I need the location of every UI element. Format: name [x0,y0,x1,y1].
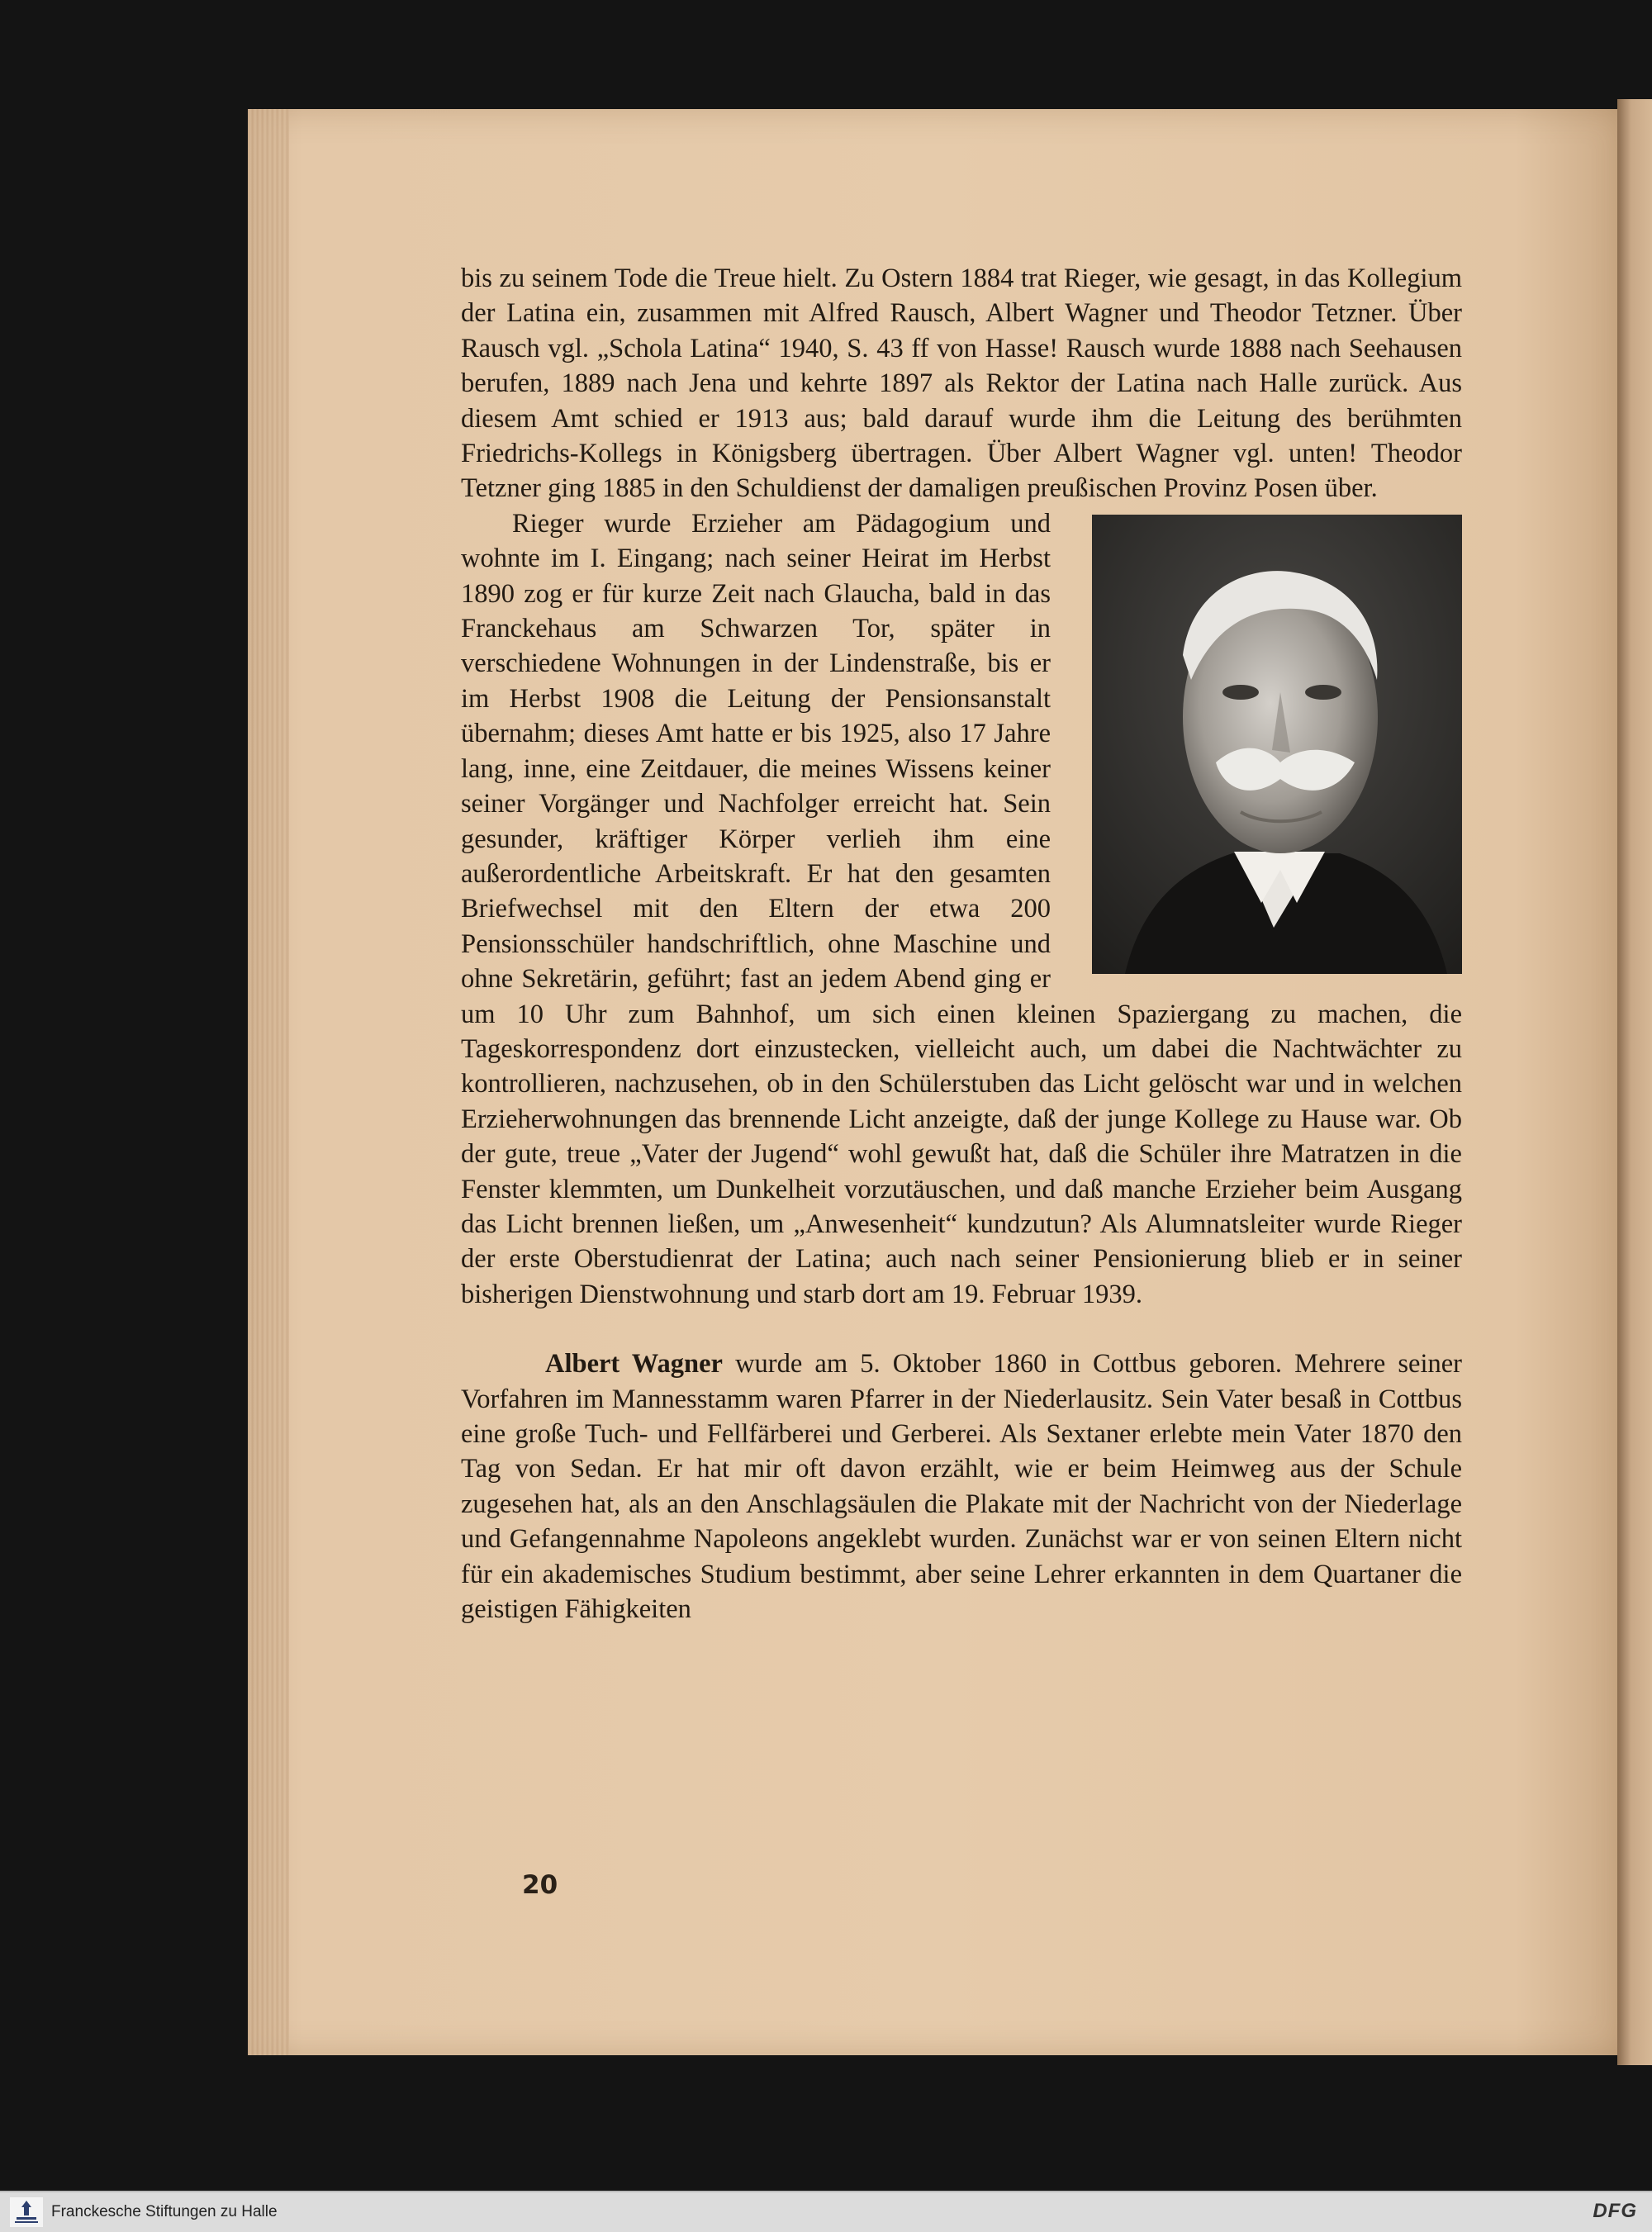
person-name: Albert Wagner [545,1349,723,1380]
paragraph-gap [461,1312,1462,1346]
page-number: 20 [522,1870,558,1900]
page-edge [248,109,289,2055]
viewer-footer [0,2191,1652,2232]
dfg-logo[interactable]: DFG [1593,2200,1637,2222]
portrait-photo [1092,515,1462,974]
paragraph-3-text: wurde am 5. Oktober 1860 in Cottbus geboren. Mehrere seiner Vorfahren im Mannesstamm waren Pfarrer in der Niederlausitz. Sein Vater besaß in Cottbus eine große Tuch- und Fellfärberei und Gerberei. Als Sextaner erlebte mein Vater 1870 den Tag von Sedan. Er hat mir oft davon erzählt, wie er beim Heimweg aus der Schule zugesehen hat, als an den Anschlagsäulen die Plakate mit der Nachricht von der Niederlage und Gefangennahme Napoleons angeklebt wurden. Zunächst war er von seinen Eltern nicht für ein akademisches Studium bestimmt, aber seine Lehrer erkannten in dem Quartaner die geistigen Fähigkeiten [461,1349,1462,1625]
paragraph-1: bis zu seinem Tode die Treue hielt. Zu Ostern 1884 trat Rieger, wie gesagt, in das Kollegium der Latina ein, zusammen mit Alfred Rausch, Albert Wagner und Theodor Tetzner. Über Rausch vgl. „Schola Latina“ 1940, S. 43 ff von Hasse! Rausch wurde 1888 nach Seehausen berufen, 1889 nach Jena und kehrte 1897 als Rektor der Latina nach Halle zurück. Aus diesem Amt schied er 1913 aus; bald darauf wurde ihm die Leitung des berühmten Friedrichs-Kollegs in Königsberg übertragen. Über Albert Wagner vgl. unten! Theodor Tetzner ging 1885 in den Schuldienst der damaligen preußischen Provinz Posen über. [461,264,1462,504]
text-block [461,261,1462,1627]
facing-page-edge [1617,99,1652,2065]
portrait-illustration [1092,515,1462,974]
paragraph-2 [461,506,1462,1312]
foundation-logo-icon[interactable] [10,2197,43,2227]
paragraph-3 [461,1346,1462,1627]
paragraph-2-text: Rieger wurde Erzieher am Pädagogium und wohnte im I. Eingang; nach seiner Heirat im Herbst 1890 zog er für kurze Zeit nach Glaucha, bald in das Franckehaus am Schwarzen Tor, später in verschiedene Wohnungen in der Lindenstraße, bis er im Herbst 1908 die Leitung der Pensionsanstalt übernahm; dieses Amt hatte er bis 1925, also 17 Jahre lang, inne, eine Zeitdauer, die meines Wissens keiner seiner Vorgänger und Nachfolger erreicht hat. Sein gesunder, kräftiger Körper verlieh ihm eine außerordentliche Arbeitskraft. Er hat den gesamten Briefwechsel mit den Eltern der etwa 200 Pensionsschüler handschriftlich, ohne Maschine und ohne Sekretärin, geführt; fast an jedem Abend ging er um 10 Uhr zum Bahnhof, um sich einen kleinen Spaziergang zu machen, die Tageskorrespondenz dort einzustecken, vielleicht auch, um dabei die Nachtwächter zu kontrollieren, nachzusehen, ob in den Schülerstuben das Licht gelöscht war und in welchen Erzieherwohnungen das brennende Licht anzeigte, daß der junge Kollege zu Hause war. Ob der gute, treue „Vater der Jugend“ wohl gewußt hat, daß die Schüler ihre Matratzen in die Fenster klemmten, um Dunkelheit vorzutäuschen, und daß manche Erzieher beim Ausgang das Licht brennen ließen, um „Anwesenheit“ kundzutun? Als Alumnatsleiter wurde Rieger der erste Oberstudienrat der Latina; auch nach seiner Pensionierung blieb er in seiner bisherigen Dienstwohnung und starb dort am 19. Februar 1939. [461,508,1462,1309]
institution-link[interactable]: Franckesche Stiftungen zu Halle [51,2203,278,2220]
